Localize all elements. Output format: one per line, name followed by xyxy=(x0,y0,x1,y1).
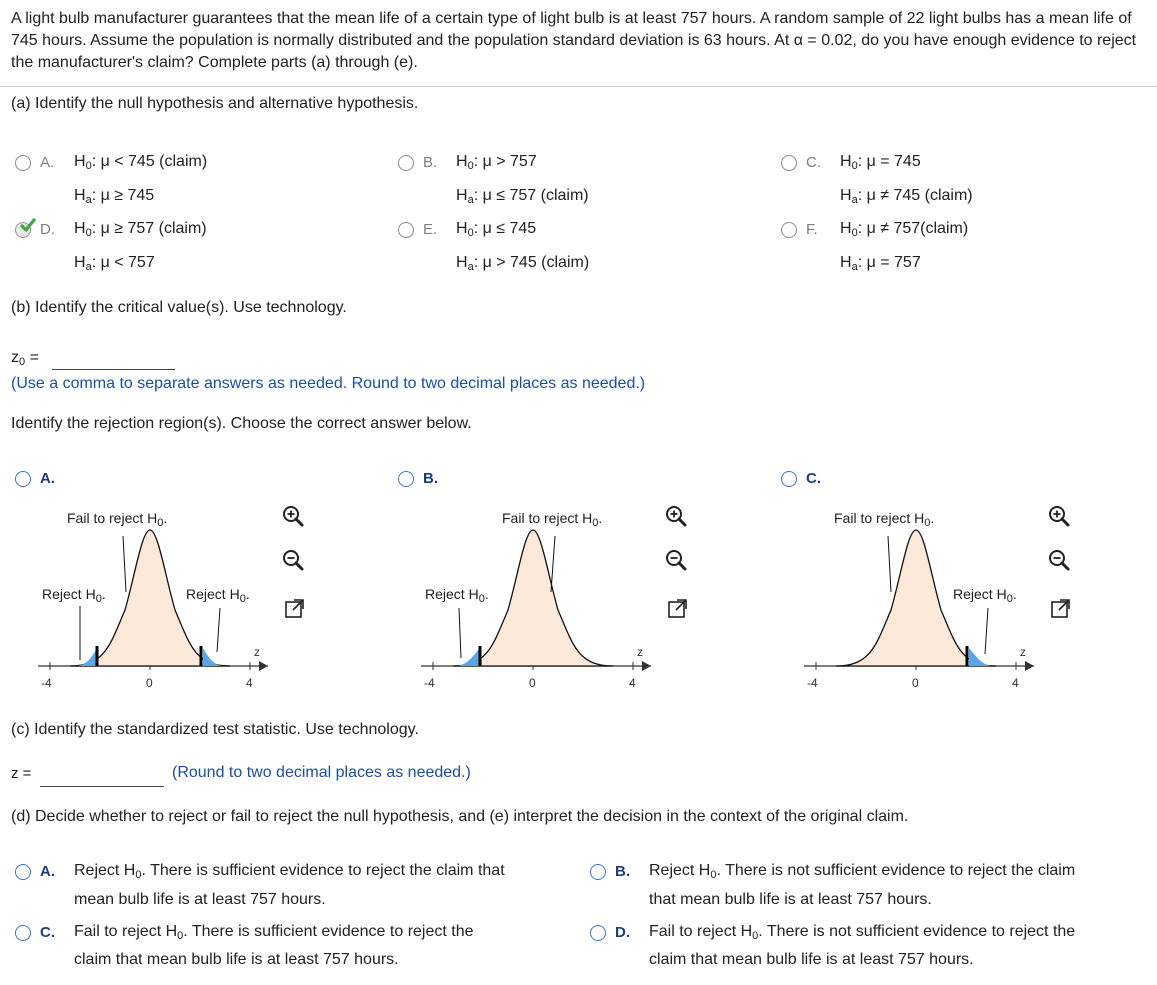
tick: 0 xyxy=(146,676,153,690)
zoom-in-icon[interactable] xyxy=(1047,504,1071,528)
ha-text: μ < 757 xyxy=(100,254,155,271)
z0-input[interactable] xyxy=(52,369,175,370)
decision-c-line1: Fail to reject $H_0$. There is sufficient evidence to reject the xyxy=(74,923,474,942)
z-label: z = xyxy=(11,765,32,782)
graph-radio-a[interactable] xyxy=(15,471,31,487)
radio-e[interactable] xyxy=(398,222,414,238)
part-b-prompt: (b) Identify the critical value(s). Use technology. xyxy=(11,299,347,316)
graph-radio-c[interactable] xyxy=(781,471,797,487)
decision-letter-c: C. xyxy=(40,924,55,941)
tick: 4 xyxy=(629,676,636,690)
ha-text: μ ≥ 745 xyxy=(100,187,155,204)
option-letter: C. xyxy=(806,154,821,171)
decision-b-line1: Reject $H_0$. There is not sufficient evidence to reject the claim xyxy=(649,862,1076,881)
h0-text: μ ≥ 757 (claim) xyxy=(100,220,207,237)
radio-c[interactable] xyxy=(781,155,797,171)
radio-f[interactable] xyxy=(781,222,797,238)
expand-icon[interactable] xyxy=(666,597,690,621)
decision-a-line2: mean bulb life is at least 757 hours. xyxy=(74,891,326,908)
ha-text: μ ≠ 745 (claim) xyxy=(866,187,973,204)
decision-b-line2: that mean bulb life is at least 757 hours. xyxy=(649,891,932,908)
graph-a-reject-left: Reject $H_0$. xyxy=(42,586,106,605)
option-letter: F. xyxy=(806,221,818,238)
decision-a-line1: Reject $H_0$. There is sufficient evidence to reject the claim that xyxy=(74,862,505,881)
part-b-instruction: (Use a comma to separate answers as needed. Round to two decimal places as needed.) xyxy=(11,375,646,392)
option-letter: D. xyxy=(40,221,55,238)
tick: 4 xyxy=(1012,676,1019,690)
decision-radio-d[interactable] xyxy=(590,925,606,941)
decision-radio-a[interactable] xyxy=(15,864,31,880)
ha-text: μ = 757 xyxy=(866,254,921,271)
part-a-prompt: (a) Identify the null hypothesis and alternative hypothesis. xyxy=(11,95,419,112)
graph-c-fail-label: Fail to reject $H_0$. xyxy=(834,510,935,529)
ha-text: μ > 745 (claim) xyxy=(482,254,590,271)
axis-label-z: z xyxy=(254,645,260,659)
z-input[interactable] xyxy=(40,786,164,787)
radio-a[interactable] xyxy=(15,155,31,171)
zoom-in-icon[interactable] xyxy=(281,504,305,528)
expand-icon[interactable] xyxy=(283,597,307,621)
decision-letter-b: B. xyxy=(615,863,630,880)
divider xyxy=(0,86,1157,87)
h0-text: μ ≠ 757(claim) xyxy=(866,220,969,237)
graph-letter-a: A. xyxy=(40,470,55,487)
radio-d-selected[interactable] xyxy=(15,222,31,238)
rejection-prompt: Identify the rejection region(s). Choose the correct answer below. xyxy=(11,415,472,432)
tick: -4 xyxy=(807,676,818,690)
zoom-out-icon[interactable] xyxy=(1047,548,1071,572)
ha-text: μ ≤ 757 (claim) xyxy=(482,187,589,204)
tick: 0 xyxy=(529,676,536,690)
radio-b[interactable] xyxy=(398,155,414,171)
axis-label-z: z xyxy=(637,645,643,659)
graph-b-fail-label: Fail to reject $H_0$. xyxy=(502,510,603,529)
option-letter: A. xyxy=(40,154,55,171)
h0-text: μ > 757 xyxy=(482,153,537,170)
problem-statement: A light bulb manufacturer guarantees that the mean life of a certain type of light bulb is at least 757 hours. A random sample of 22 light bulbs has a mean life of 745 hours. Assume the population is normally distributed and the population standard deviation is 63 hours. At α = 0.02, do you have enough evidence to reject the manufacturer's claim? Complete parts (a) through (e). xyxy=(11,10,1137,71)
decision-letter-a: A. xyxy=(40,863,55,880)
graph-c-reject-right: Reject $H_0$. xyxy=(953,586,1017,605)
option-letter: E. xyxy=(423,221,438,238)
decision-radio-c[interactable] xyxy=(15,925,31,941)
decision-c-line2: claim that mean bulb life is at least 757 hours. xyxy=(74,951,399,968)
part-c-prompt: (c) Identify the standardized test statistic. Use technology. xyxy=(11,721,419,738)
h0-text: μ = 745 xyxy=(866,153,921,170)
zoom-out-icon[interactable] xyxy=(281,548,305,572)
part-de-prompt: (d) Decide whether to reject or fail to reject the null hypothesis, and (e) interpret the decision in the context of the original claim. xyxy=(11,808,909,825)
expand-icon[interactable] xyxy=(1049,597,1073,621)
zoom-in-icon[interactable] xyxy=(664,504,688,528)
graph-a-reject-right: Reject $H_0$. xyxy=(186,586,250,605)
graph-b-reject-left: Reject $H_0$. xyxy=(425,586,489,605)
decision-radio-b[interactable] xyxy=(590,864,606,880)
tick: -4 xyxy=(41,676,52,690)
tick: -4 xyxy=(424,676,435,690)
decision-d-line2: claim that mean bulb life is at least 757 hours. xyxy=(649,951,974,968)
graph-a-fail-label: Fail to reject $H_0$. xyxy=(67,510,168,529)
part-c-instruction: (Round to two decimal places as needed.) xyxy=(172,764,471,781)
tick: 0 xyxy=(912,676,919,690)
option-letter: B. xyxy=(423,154,438,171)
decision-d-line1: Fail to reject $H_0$. There is not sufficient evidence to reject the xyxy=(649,923,1076,942)
h0-text: μ ≤ 745 xyxy=(482,220,537,237)
h0-text: μ < 745 (claim) xyxy=(100,153,208,170)
axis-label-z: z xyxy=(1020,645,1026,659)
checkmark-icon xyxy=(20,218,36,234)
decision-letter-d: D. xyxy=(615,924,630,941)
graph-letter-b: B. xyxy=(423,470,438,487)
graph-radio-b[interactable] xyxy=(398,471,414,487)
zoom-out-icon[interactable] xyxy=(664,548,688,572)
tick: 4 xyxy=(246,676,253,690)
graph-letter-c: C. xyxy=(806,470,821,487)
z0-label: $z_0$ = xyxy=(11,349,39,368)
